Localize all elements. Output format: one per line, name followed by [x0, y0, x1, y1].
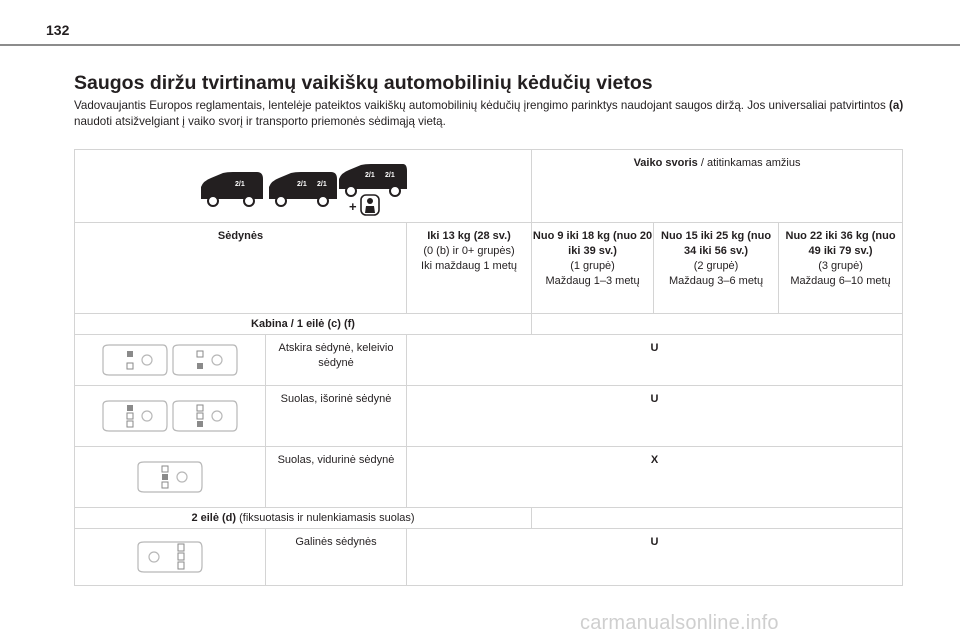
group-age: Maždaug 6–10 metų: [790, 275, 891, 287]
table-row: [75, 529, 903, 586]
weight-header-cell: [532, 150, 903, 223]
group-cell-3: [779, 223, 903, 314]
car-plan-icon: [134, 540, 206, 574]
vehicle-icons-cell: [75, 150, 532, 223]
section-row-cabin: [75, 314, 903, 335]
section-label-rest: (fiksuotasis ir nulenkiamasis suolas): [236, 511, 415, 524]
seat-value: U: [407, 386, 903, 447]
intro-text-2: naudoti atsižvelgiant į vaiko svorį ir transporto priemonės sėdimąją vietą.: [74, 115, 446, 128]
van-medium-icon: [269, 172, 337, 206]
seat-value: U: [407, 529, 903, 586]
seat-label: Galinės sėdynės: [266, 529, 407, 586]
seat-label: Suolas, išorinė sėdynė: [266, 386, 407, 447]
intro-paragraph: [74, 98, 904, 130]
car-plan-icon: [134, 460, 206, 494]
section-label-second: [75, 508, 532, 529]
seat-diagram-cell: [75, 447, 266, 508]
page-title: Saugos diržu tvirtinamų vaikiškų automobilinių kėdučių vietos: [74, 72, 653, 94]
section-empty-cell: [532, 508, 903, 529]
group-title: Nuo 9 iki 18 kg (nuo 20 iki 39 sv.): [532, 230, 653, 257]
svg-text:2/1: 2/1: [365, 171, 375, 179]
intro-text-1: Vadovaujantis Europos reglamentais, lentelėje pateiktos vaikiškų automobilinių kėdučių įrengimo parinktys naudojant saugos diržą. Jos universaliai patvirtintos: [74, 99, 890, 112]
group-cell-2: [654, 223, 779, 314]
seat-value: U: [407, 335, 903, 386]
group-title: Nuo 15 iki 25 kg (nuo 34 iki 56 sv.): [661, 230, 772, 257]
seat-label: Atskira sėdynė, keleivio sėdynė: [266, 335, 407, 386]
group-name: (0 (b) ir 0+ grupės): [423, 245, 515, 257]
group-age: Maždaug 1–3 metų: [545, 275, 640, 287]
header-rule: [0, 44, 960, 46]
weight-header-bold: Vaiko svoris: [633, 157, 698, 169]
group-title: Nuo 22 iki 36 kg (nuo 49 iki 79 sv.): [785, 230, 896, 257]
group-title: Iki 13 kg (28 sv.): [427, 230, 511, 242]
seat-label: Suolas, vidurinė sėdynė: [266, 447, 407, 508]
seat-diagram-cell: [75, 529, 266, 586]
van-icons-svg: [199, 161, 407, 217]
svg-text:2/1: 2/1: [235, 180, 245, 188]
table-row: [75, 447, 903, 508]
weight-header-rest: / atitinkamas amžius: [697, 157, 801, 169]
section-row-second: [75, 508, 903, 529]
group-age: Maždaug 3–6 metų: [668, 275, 764, 287]
plus-sign: +: [349, 198, 357, 214]
section-empty-cell: [532, 314, 903, 335]
seats-label: Sėdynės: [75, 223, 407, 314]
group-cell-1: [532, 223, 654, 314]
group-name: (1 grupė): [570, 260, 615, 272]
group-name: (3 grupė): [818, 260, 863, 272]
page-number: 132: [46, 22, 70, 38]
groups-row: [75, 223, 903, 314]
svg-text:2/1: 2/1: [297, 180, 307, 188]
group-age: Iki maždaug 1 metų: [421, 260, 518, 272]
vehicle-icons: [199, 161, 407, 222]
van-long-icon: [339, 164, 407, 196]
table-row: [75, 335, 903, 386]
table-header-row: [75, 150, 903, 223]
group-name: (2 grupė): [693, 260, 739, 272]
car-plan-icon: [99, 399, 241, 433]
table-row: [75, 386, 903, 447]
intro-bold: (a): [889, 99, 904, 112]
van-short-icon: [201, 172, 263, 206]
car-plan-icon: [99, 343, 241, 377]
seat-table: [74, 149, 903, 586]
svg-text:2/1: 2/1: [385, 171, 395, 179]
section-label-bold: 2 eilė (d): [191, 511, 237, 524]
watermark: carmanualsonline.info: [580, 612, 779, 634]
section-label-cabin: Kabina / 1 eilė (c) (f): [75, 314, 532, 335]
group-cell-0: [407, 223, 532, 314]
svg-text:2/1: 2/1: [317, 180, 327, 188]
child-seat-icon: [361, 195, 379, 215]
seat-diagram-cell: [75, 335, 266, 386]
seat-diagram-cell: [75, 386, 266, 447]
seat-value: X: [407, 447, 903, 508]
